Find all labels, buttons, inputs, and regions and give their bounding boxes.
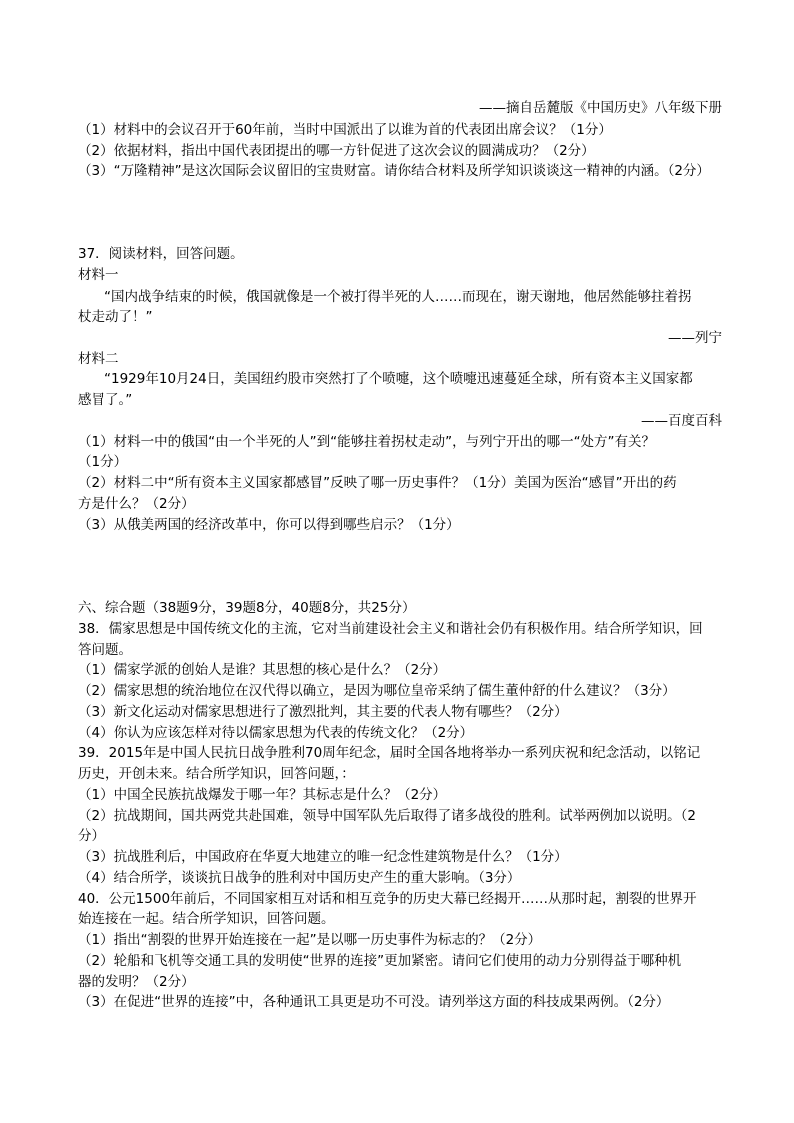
q37-material1-source: ——列宁 <box>668 330 722 346</box>
q38-stem-2: 答问题。 <box>78 642 132 658</box>
q40-sub3: （3）在促进“世界的连接”中，各种通讯工具更是功不可没。请列举这方面的科技成果两例。（2分） <box>78 994 670 1010</box>
q37-material1-text-1: “国内战争结束的时候，俄国就像是一个被打得半死的人……而现在，谢天谢地，他居然能够拄着拐 <box>104 289 692 305</box>
q36-source: ——摘自岳麓版《中国历史》八年级下册 <box>479 100 722 116</box>
q39-stem-1: 39．2015年是中国人民抗日战争胜利70周年纪念，届时全国各地将举办一系列庆祝和纪念活动，以铭记 <box>78 745 701 761</box>
q38-stem-1: 38．儒家思想是中国传统文化的主流，它对当前建设社会主义和谐社会仍有积极作用。结合所学知识，回 <box>78 621 703 637</box>
q36-sub3: （3）“万隆精神”是这次国际会议留旧的宝贵财富。请你结合材料及所学知识谈谈这一精神的内涵。（2分） <box>78 163 710 179</box>
q39-sub2-line1: （2）抗战期间，国共两党共赴国难，领导中国军队先后取得了诸多战役的胜利。试举两例加以说明。（2 <box>78 808 696 824</box>
q40-stem-2: 始连接在一起。结合所学知识，回答问题。 <box>78 911 335 927</box>
q39-sub3: （3）抗战胜利后，中国政府在华夏大地建立的唯一纪念性建筑物是什么？（1分） <box>78 849 568 865</box>
q37-sub2-line1: （2）材料二中“所有资本主义国家都感冒”反映了哪一历史事件？（1分）美国为医治“感冒”开出的药 <box>78 475 677 491</box>
q37-sub3: （3）从俄美两国的经济改革中，你可以得到哪些启示？（1分） <box>78 517 460 533</box>
q36-sub1: （1）材料中的会议召开于60年前，当时中国派出了以谁为首的代表团出席会议？（1分） <box>78 122 612 138</box>
section6-heading: 六、综合题（38题9分，39题8分，40题8分，共25分） <box>78 600 416 616</box>
q39-sub2-line2: 分） <box>78 828 105 844</box>
q38-sub4: （4）你认为应该怎样对待以儒家思想为代表的传统文化？（2分） <box>78 725 474 741</box>
q40-sub2-line2: 器的发明？（2分） <box>78 974 195 990</box>
q37-material2-text-2: 感冒了。” <box>78 392 133 408</box>
q37-heading: 37．阅读材料，回答问题。 <box>78 246 244 262</box>
q40-sub2-line1: （2）轮船和飞机等交通工具的发明使“世界的连接”更加紧密。请问它们使用的动力分别得益于哪种机 <box>78 953 682 969</box>
q39-sub4: （4）结合所学，谈谈抗日战争的胜利对中国历史产生的重大影响。（3分） <box>78 870 521 886</box>
q37-sub2-line2: 方是什么？（2分） <box>78 496 195 512</box>
q37-material1-text-2: 杖走动了！” <box>78 309 153 325</box>
q37-material2-source: ——百度百科 <box>641 413 722 429</box>
q38-sub1: （1）儒家学派的创始人是谁？其思想的核心是什么？（2分） <box>78 662 447 678</box>
q37-sub1-line2: （1分） <box>78 454 128 470</box>
q37-material1-label: 材料一 <box>78 267 119 283</box>
q40-stem-1: 40．公元1500年前后，不同国家相互对话和相互竞争的历史大幕已经揭开……从那时起，割裂的世界开 <box>78 891 697 907</box>
q36-sub2: （2）依据材料，指出中国代表团提出的哪一方针促进了这次会议的圆满成功？（2分） <box>78 143 595 159</box>
q39-stem-2: 历史，开创未来。结合所学知识，回答问题，： <box>78 766 355 782</box>
q37-material2-text-1: “1929年10月24日，美国纽约股市突然打了个喷嚏，这个喷嚏迅速蔓延全球，所有资本主义国家都 <box>104 371 693 387</box>
q38-sub2: （2）儒家思想的统治地位在汉代得以确立，是因为哪位皇帝采纳了儒生董仲舒的什么建议？（3分） <box>78 683 676 699</box>
q38-sub3: （3）新文化运动对儒家思想进行了激烈批判，其主要的代表人物有哪些？（2分） <box>78 704 568 720</box>
q37-material2-label: 材料二 <box>78 351 119 367</box>
q39-sub1: （1）中国全民族抗战爆发于哪一年？其标志是什么？（2分） <box>78 787 447 803</box>
q37-sub1-line1: （1）材料一中的俄国“由一个半死的人”到“能够拄着拐杖走动”，与列宁开出的哪一“处方”有关？ <box>78 434 656 450</box>
q40-sub1: （1）指出“割裂的世界开始连接在一起”是以哪一历史事件为标志的？（2分） <box>78 932 542 948</box>
